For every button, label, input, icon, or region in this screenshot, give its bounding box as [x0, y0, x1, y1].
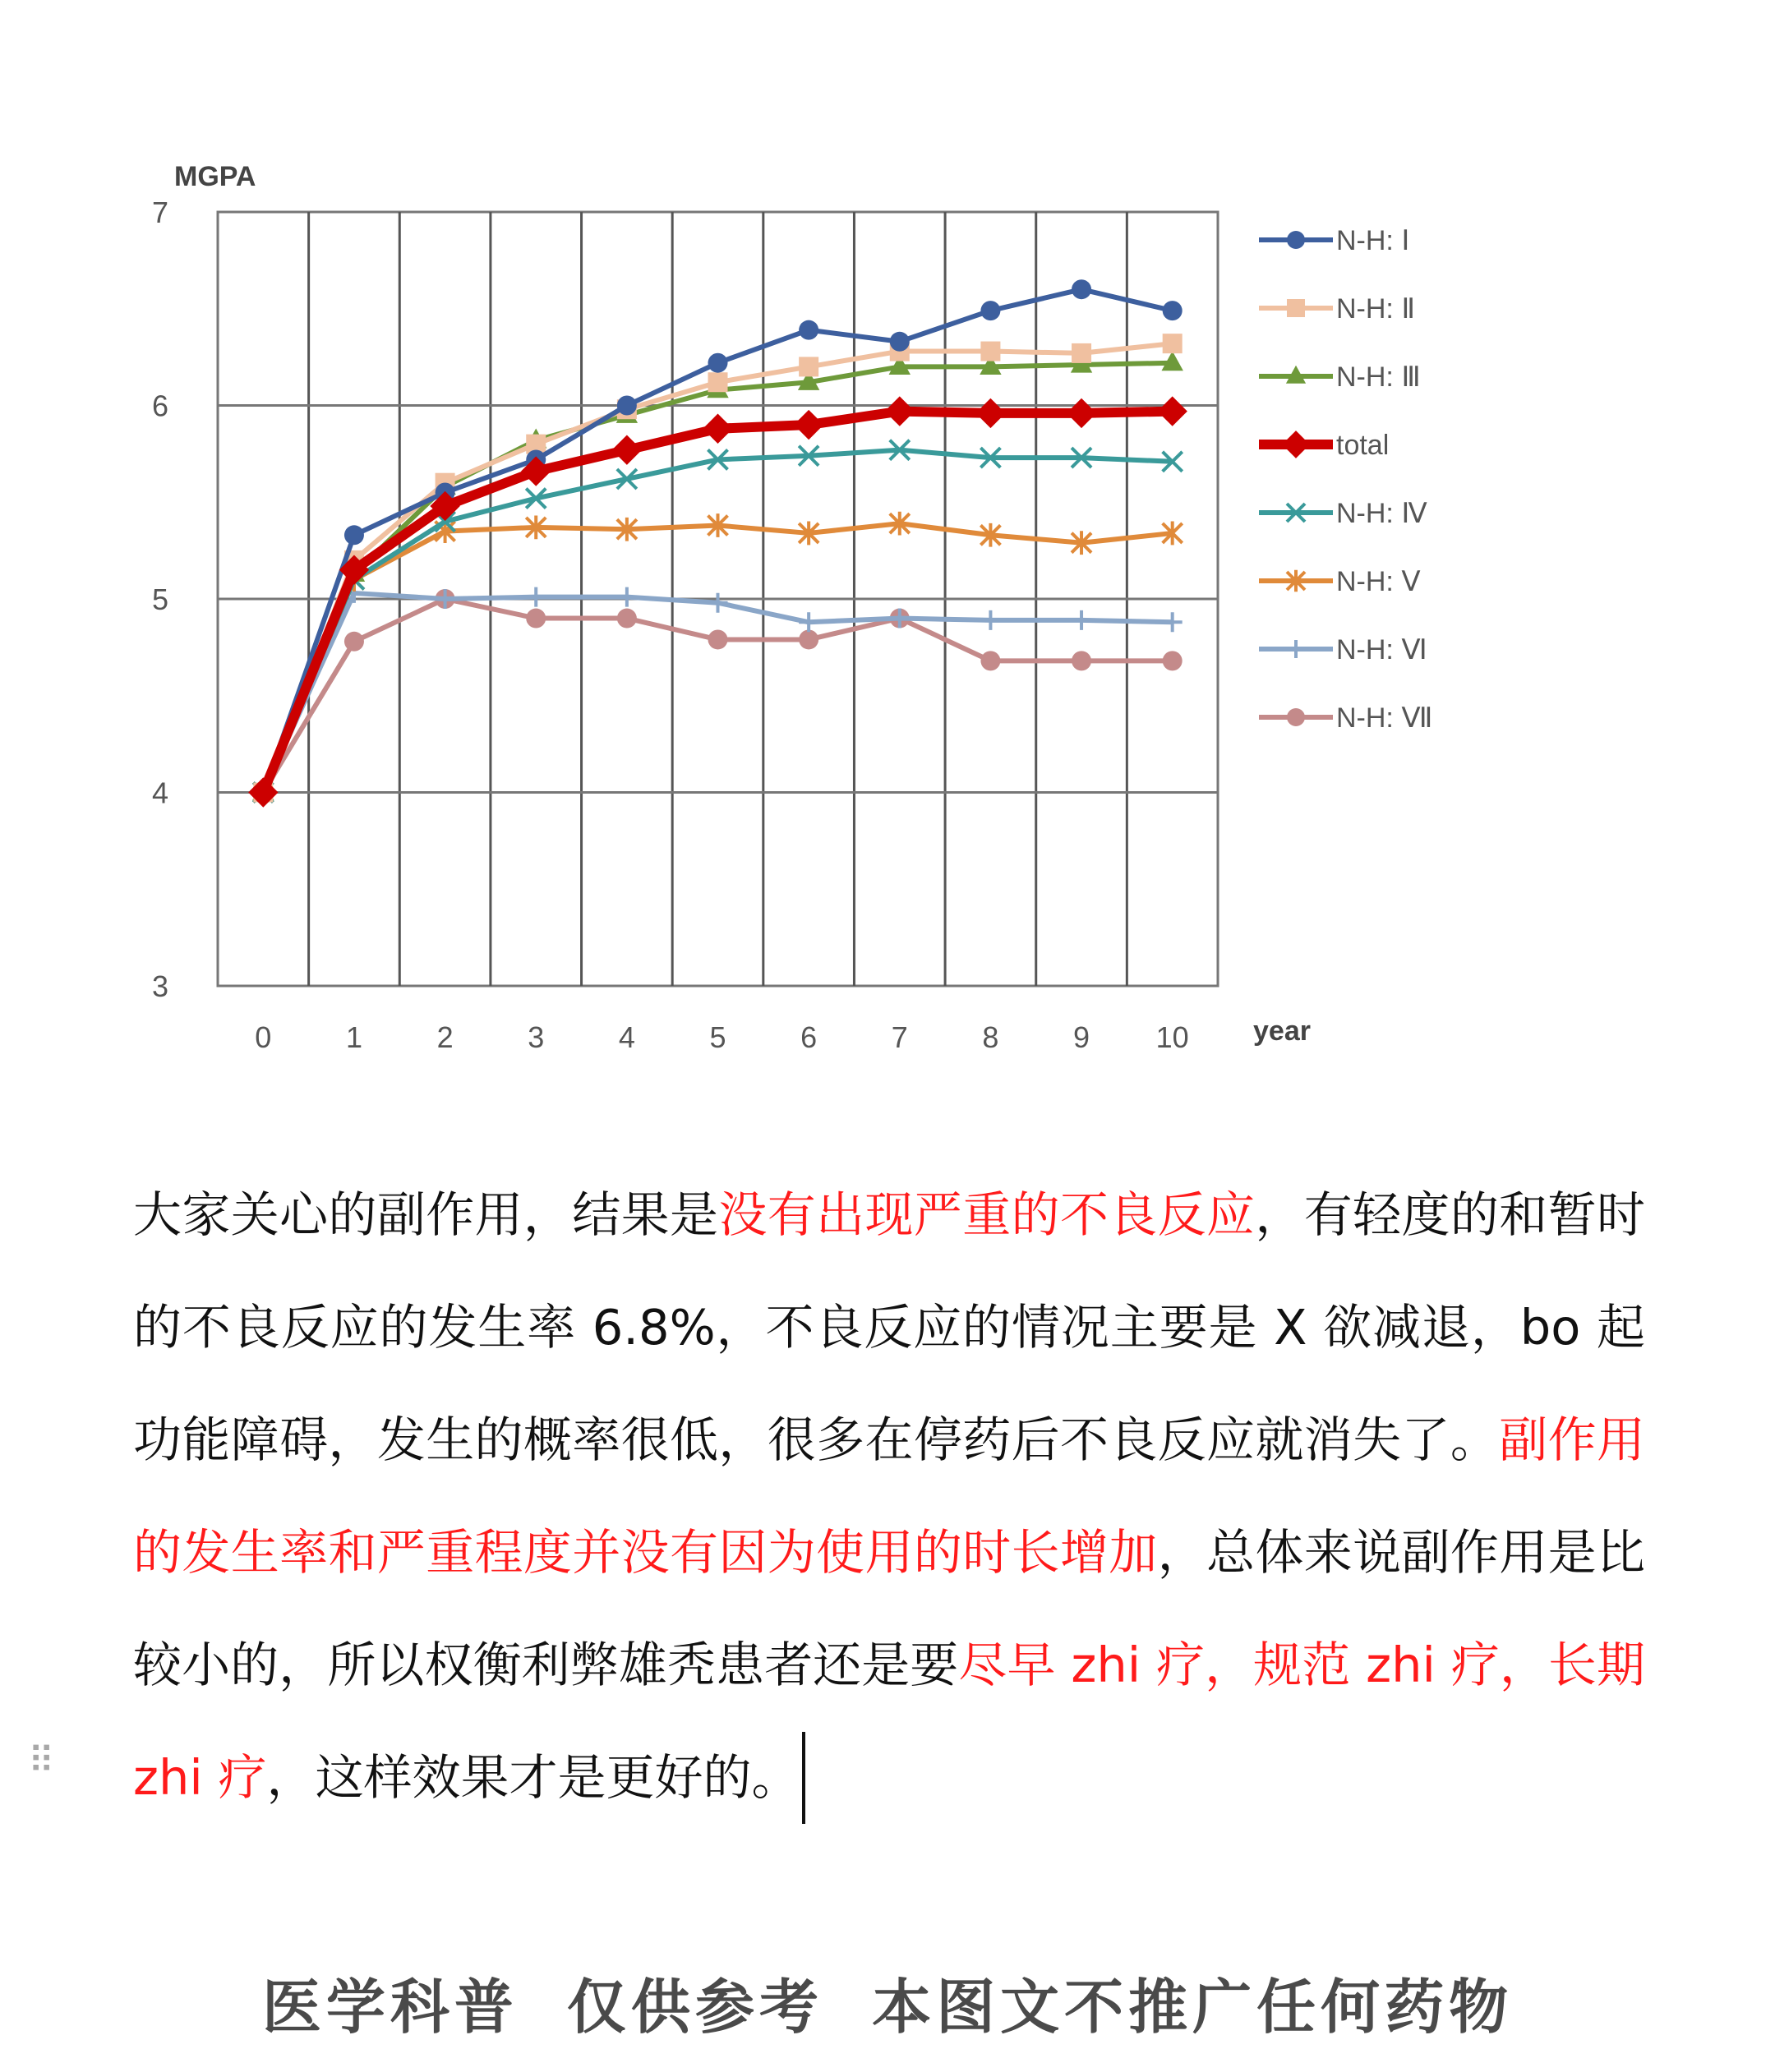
x-tick-label: 6 [800, 1020, 818, 1054]
legend-label-8: N-H: Ⅶ [1336, 702, 1433, 734]
footer-part-3: 本图文不推广任何药物 [872, 1973, 1514, 2042]
data-point-s8-3 [526, 609, 546, 629]
data-point-s8-9 [1072, 651, 1091, 670]
legend-label-3: N-H: Ⅲ [1336, 361, 1421, 393]
legend-label-5: N-H: Ⅳ [1336, 498, 1427, 529]
data-point-s1-7 [890, 332, 910, 352]
article-body[interactable] [133, 1158, 1645, 1834]
x-axis-label: year [1253, 1015, 1311, 1047]
y-axis-label: MGPA [174, 161, 256, 192]
data-point-s1-10 [1163, 301, 1183, 320]
y-tick-label: 3 [151, 969, 169, 1003]
data-point-s1-1 [344, 525, 364, 545]
data-point-s2-9 [1072, 343, 1091, 363]
text-segment-7: ，这样效果才是更好的。 [266, 1749, 800, 1806]
text-segment-5: ，总体来说副作用是比较小的，所以权衡利弊雄秃患者还是要 [133, 1524, 1645, 1693]
highlight-side-effect-not-increase: 副作用的发生率和严重程度并没有因为使用的时长增加 [133, 1411, 1645, 1581]
data-point-s1-4 [617, 396, 637, 416]
data-point-s8-8 [980, 651, 1000, 670]
x-tick-label: 10 [1155, 1020, 1189, 1054]
legend-label-2: N-H: Ⅱ [1336, 293, 1416, 325]
article-paragraph[interactable] [133, 1158, 1645, 1834]
highlight-no-serious-reaction: 没有出现严重的不良反应 [718, 1186, 1256, 1243]
x-tick-label: 3 [528, 1020, 545, 1054]
data-point-s2-6 [799, 357, 818, 376]
legend-marker-7 [1287, 640, 1305, 658]
data-point-s2-8 [980, 342, 1000, 361]
legend-label-4: total [1336, 430, 1390, 461]
legend-marker-1 [1287, 231, 1305, 249]
data-point-s1-6 [799, 320, 818, 340]
x-tick-label: 1 [345, 1020, 362, 1054]
x-tick-label: 5 [709, 1020, 726, 1054]
legend-marker-4 [1282, 431, 1310, 458]
legend-label-7: N-H: Ⅵ [1336, 634, 1427, 665]
data-point-s8-1 [344, 632, 364, 652]
legend-label-6: N-H: Ⅴ [1336, 566, 1421, 597]
legend-marker-2 [1287, 299, 1305, 317]
x-tick-label: 0 [255, 1020, 272, 1054]
footer-part-1: 医学科普 [261, 1973, 519, 2042]
x-tick-label: 9 [1073, 1020, 1090, 1054]
legend-label-1: N-H: Ⅰ [1336, 225, 1410, 256]
x-tick-label: 7 [891, 1020, 908, 1054]
data-point-s8-5 [708, 629, 728, 649]
y-tick-label: 7 [151, 196, 169, 229]
disclaimer-footer [0, 1959, 1775, 2045]
y-tick-label: 6 [151, 389, 169, 423]
data-point-s2-5 [708, 372, 728, 392]
data-point-s8-10 [1163, 651, 1183, 670]
data-point-s8-6 [799, 629, 818, 649]
x-tick-label: 2 [436, 1020, 454, 1054]
legend-marker-8 [1287, 708, 1305, 726]
text-segment-3: ，有轻度的和暂时的不良反应的发生率 6.8%，不良反应的情况主要是 X 欲减退，bo 起功能障碍，发生的概率很低，很多在停药后不良反应就消失了。 [133, 1186, 1645, 1468]
text-cursor [802, 1732, 805, 1824]
text-segment-1: 大家关心的副作用，结果是 [133, 1186, 719, 1243]
data-point-s1-9 [1072, 279, 1091, 299]
y-tick-label: 5 [151, 582, 169, 616]
y-tick-label: 4 [151, 776, 169, 810]
data-point-s2-10 [1163, 334, 1183, 353]
x-tick-label: 8 [982, 1020, 999, 1054]
data-point-s1-5 [708, 353, 728, 373]
drag-handle-icon[interactable]: ⠿ [28, 1740, 50, 1782]
x-tick-label: 4 [618, 1020, 635, 1054]
data-point-s1-8 [980, 301, 1000, 320]
highlight-early-treatment: 尽早 zhi 疗，规范 zhi 疗，长期 zhi 疗 [133, 1637, 1645, 1806]
footer-part-2: 仅供参考 [566, 1973, 823, 2042]
data-point-s8-4 [617, 609, 637, 629]
